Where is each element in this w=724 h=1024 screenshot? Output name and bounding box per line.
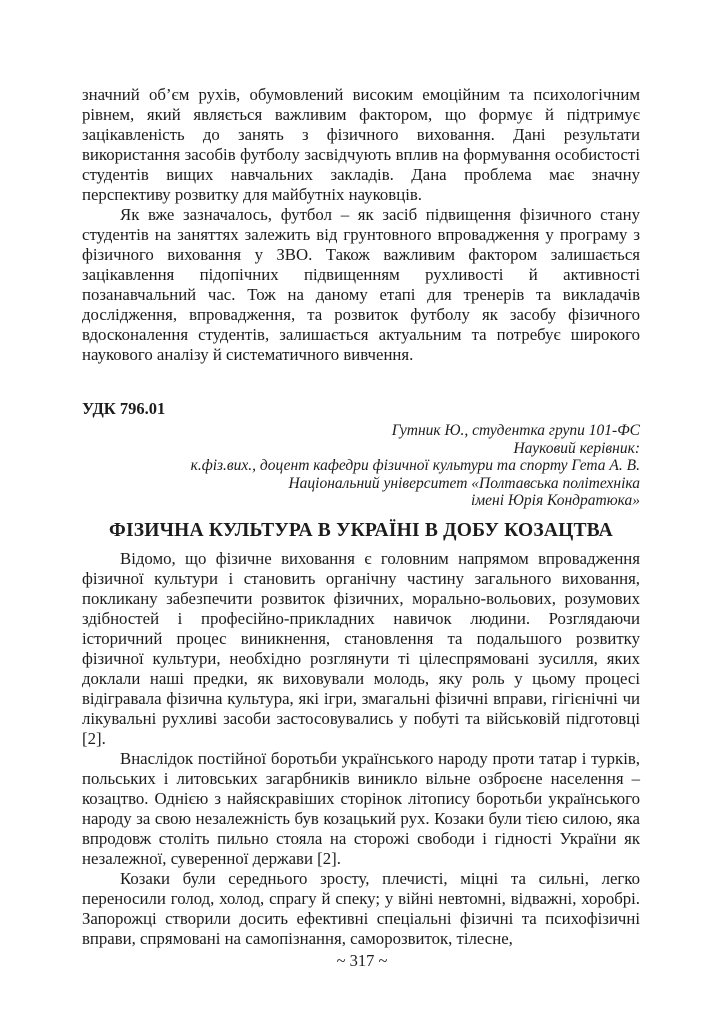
paragraph: Як вже зазначалось, футбол – як засіб підвищення фізичного стану студентів на заняттях залежить від грунтовного впровадження у програму з фізичного виховання у ЗВО. Також важливим фактором залишається зацікавлення підопічних підвищенням рухливості й активності позанавчальний час. Тож на даному етапі для тренерів та викладачів дослідження, впровадження, та розвиток футболу як засобу фізичного вдосконалення студентів, залишається актуальним та потребує широкого наукового аналізу й систематичного вивчення.: [82, 205, 640, 364]
article-body: [82, 85, 640, 949]
university-line-2: імені Юрія Кондратюка»: [470, 492, 640, 510]
udc-code: УДК 796.01: [82, 399, 166, 418]
paragraph-continuation: значний об’єм рухів, обумовлений високим емоційним та психологічним рівнем, який являється важливим фактором, що формує й підтримує зацікавленість до занять з фізичного виховання. Дані результати використання засобів футболу засвідчують вплив на формування особистості студентів вищих навчальних закладів. Дана проблема має значну перспективу розвитку для майбутніх науковців.: [82, 85, 640, 204]
university-line-1: Національний університет «Полтавська політехніка: [288, 474, 640, 492]
author-line: Гутник Ю., студентка групи 101-ФС: [391, 422, 640, 439]
paragraph: Внаслідок постійної боротьби українського народу проти татар і турків, польських і литовських загарбників виникло вільне озброєне населення – козацтво. Однією з найяскравіших сторінок літопису боротьби українського народу за свою незалежність був козацький рух. Козаки були тією силою, яка впродовж століть пильно стояла на сторожі свободи і гідності України як незалежної, суверенної держави [2].: [82, 748, 640, 868]
paragraph: Козаки були середнього зросту, плечисті, міцні та сильні, легко переносили голод, холод, спрагу й спеку; у війні невтомні, відважні, хоробрі. Запорожці створили досить ефективні спеціальні фізичні та психофізичні вправи, спрямовані на самопізнання, саморозвиток, тілесне,: [82, 868, 640, 948]
paragraph: Відомо, що фізичне виховання є головним напрямом впровадження фізичної культури і становить органічну частину загального виховання, покликану забезпечити розвиток фізичних, морально-вольових, розумових здібностей і професійно-прикладних навичок людини. Розглядаючи історичний процес виникнення, становлення та подальшого розвитку фізичної культури, необхідно розглянути ті цілеспрямовані зусилля, яких доклали наші предки, як виховували молодь, яку роль у цьому процесі відігравала фізична культура, які ігри, змагальні фізичні вправи, гігієнічні чи лікувальні рухливі засоби застосовувались у побуті та військовій підготовці [2].: [82, 548, 640, 748]
author-block: [82, 422, 640, 510]
supervisor-label: Науковий керівник:: [513, 439, 640, 457]
page-number: ~ 317 ~: [336, 951, 388, 970]
article-title: ФІЗИЧНА КУЛЬТУРА В УКРАЇНІ В ДОБУ КОЗАЦТВА: [109, 519, 613, 541]
supervisor-line: к.фіз.вих., доцент кафедри фізичної культури та спорту Гета А. В.: [190, 457, 640, 475]
